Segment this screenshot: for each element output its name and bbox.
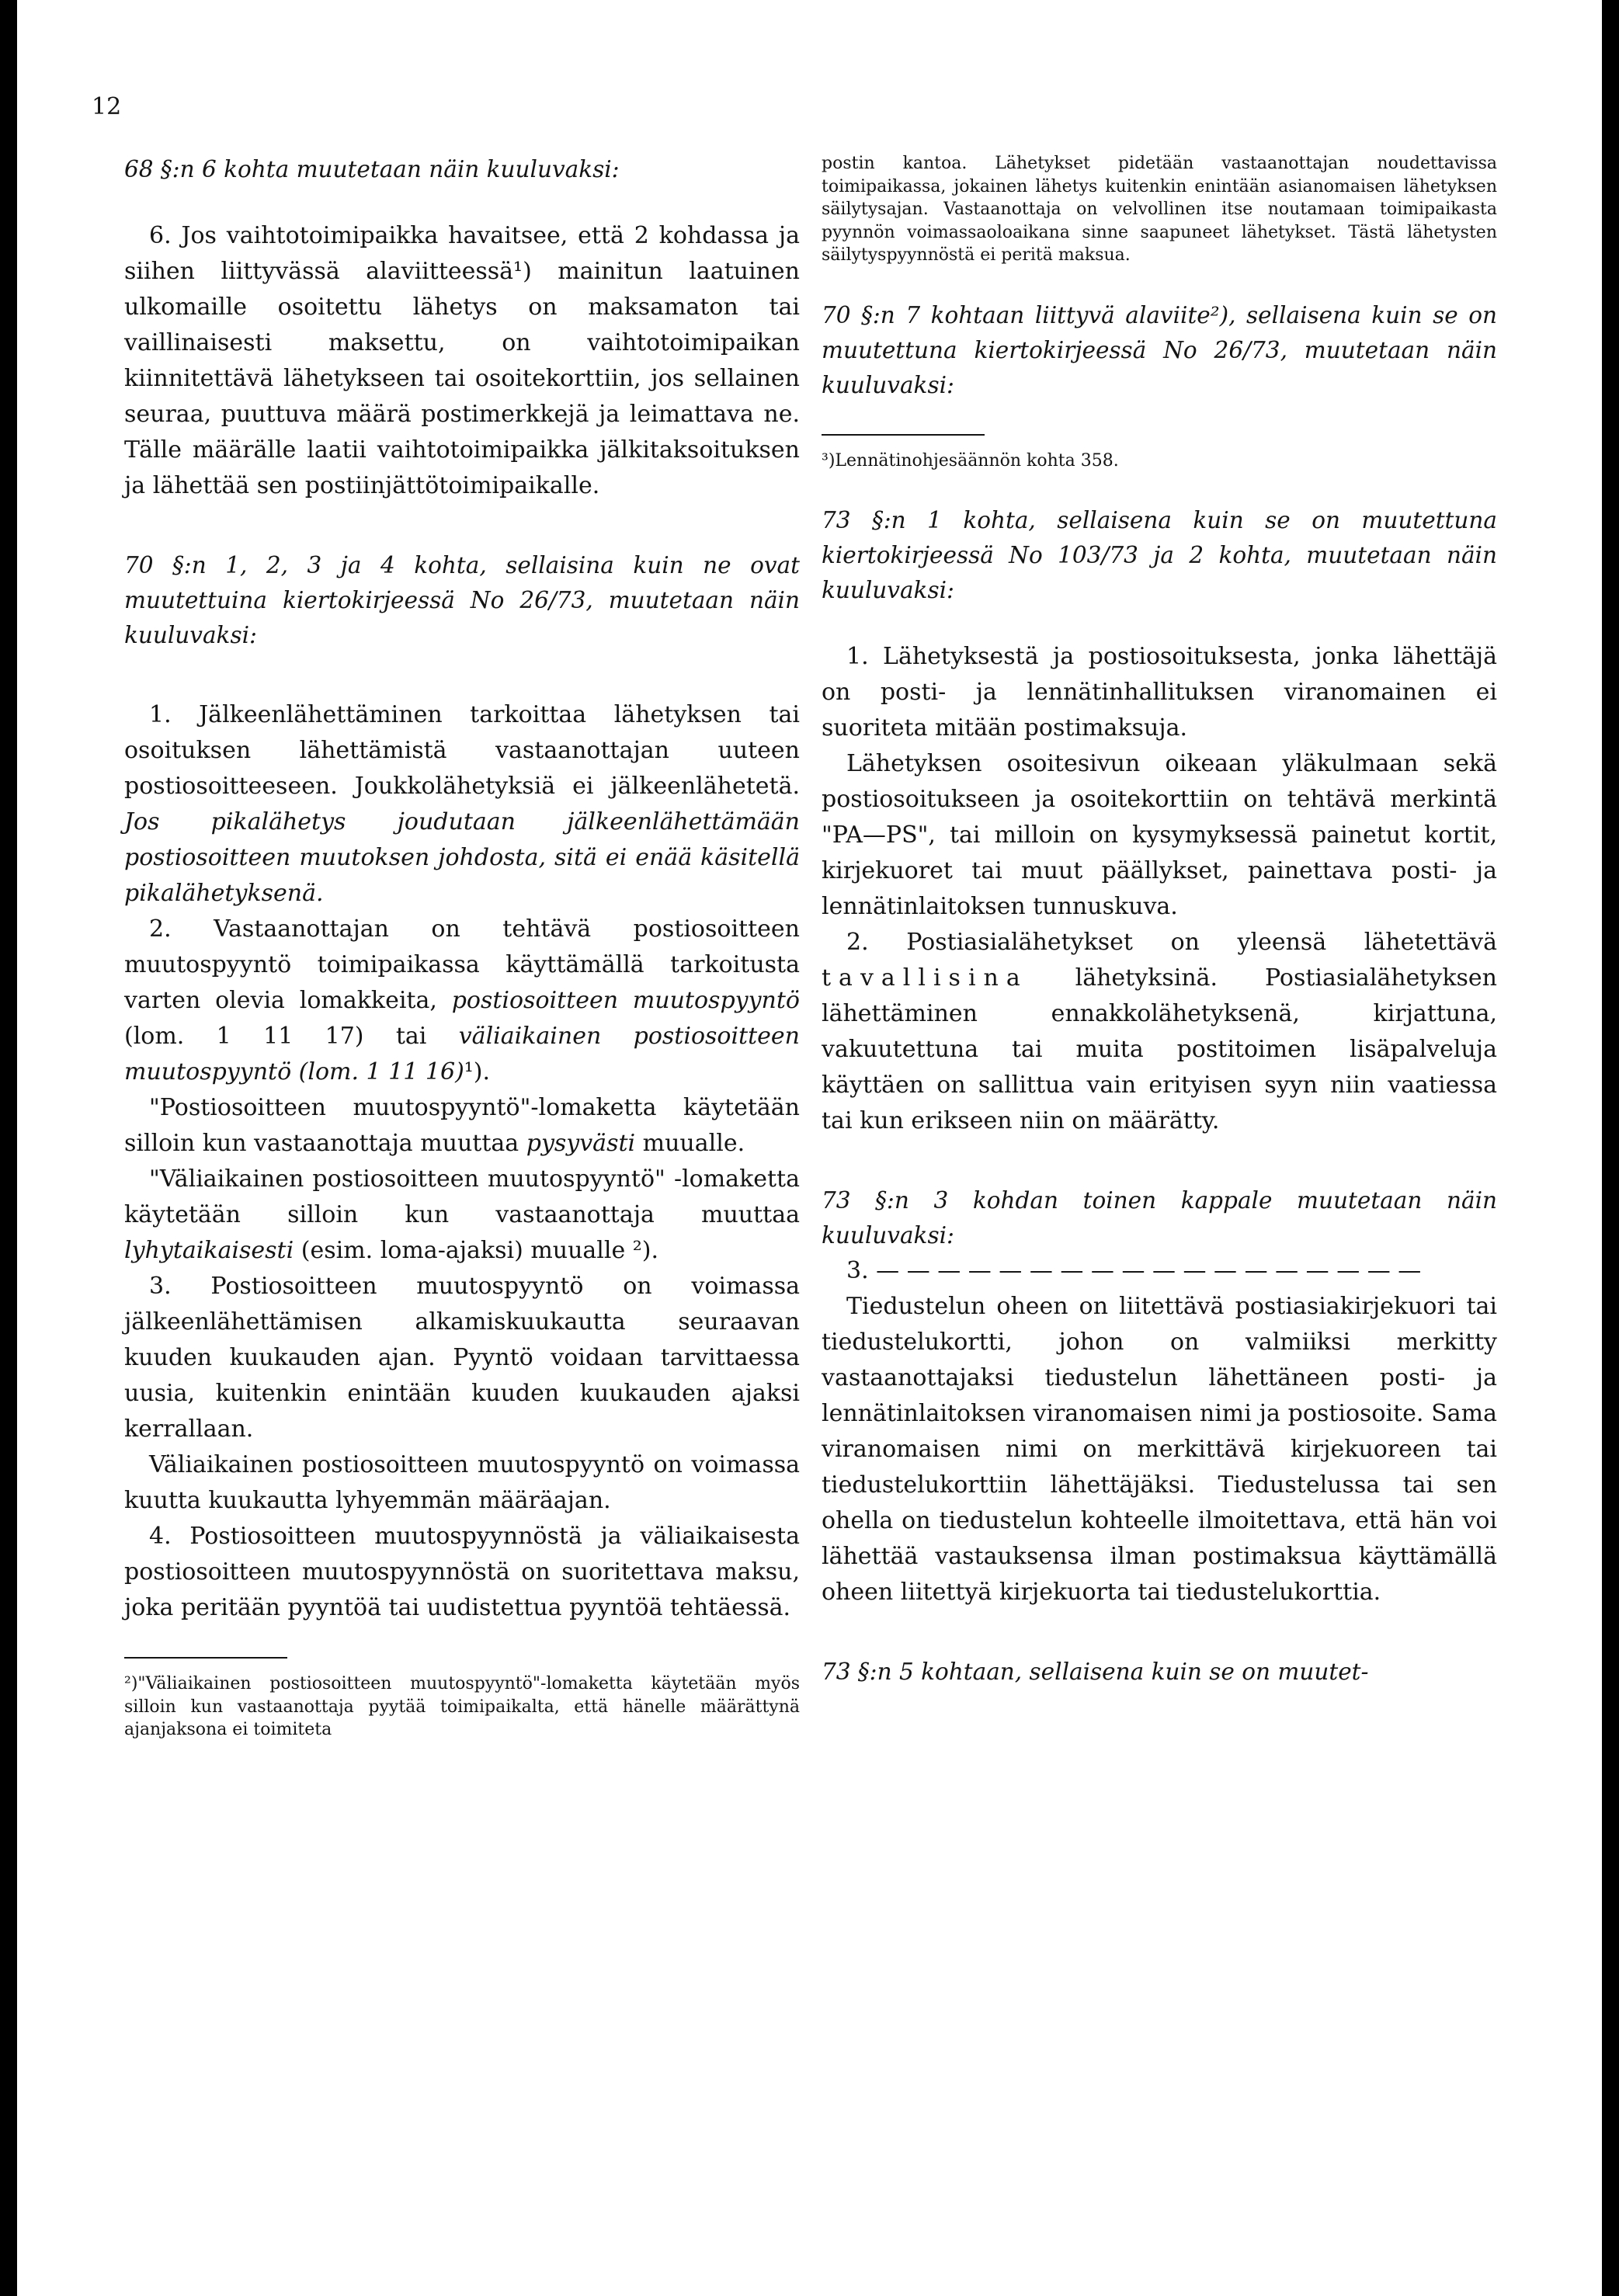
section-73-item-3: Tiedustelun oheen on liitettävä postiasiakirjekuori tai tiedustelukortti, johon on valmiiksi merkitty vastaanottajaksi tiedustelun lähettäneen posti- ja lennätinlaitoksen viranomaisen nimi ja postiosoite. Sama viranomaisen nimi on merkittävä kirjekuoreen tai tiedustelukorttiin lähettäjäksi. Tiedustelussa tai sen ohella on tiedustelun kohteelle ilmoitettava, että hän voi lähettää vastauksensa ilman postimaksua käyttämällä oheen liitettyä kirjekuorta tai tiedustelukorttia. [822,1293,1497,1606]
permanent-italic: pysyvästi [526,1130,636,1157]
item-2-text-c: (lom. 1 11 17) tai [124,1023,459,1050]
item-2-r-text-b: lähetyksinä. Postiasialähetyksen lähettäminen ennakkolähetyksenä, kirjattuna, vakuutettuna tai muita postitoimen lisäpalveluja käyttäen on sallittua vain erityisen syyn niin vaatiessa tai kun erikseen niin on määrätty. [822,964,1497,1134]
section-73-5-heading: 73 §:n 5 kohtaan, sellaisena kuin se on muutet- [822,1659,1369,1685]
footnote-3: ³)Lennätinohjesäännön kohta 358. [822,450,1119,471]
item-2-r-spaced-word: tavallisina [822,964,1028,992]
section-70-item-1 [124,697,800,912]
item-1-text: 1. Jälkeenlähettäminen tarkoittaa lähetyksen tai osoituksen lähettämistä vastaanottajan uuteen postiosoitteeseen. Joukkolähetyksiä ei jälkeenlähetetä. [124,701,800,800]
section-70-heading: 70 §:n 1, 2, 3 ja 4 kohta, sellaisina kuin ne ovat muutettuina kiertokirjeessä No 26/73, muutetaan näin kuuluvaksi: [124,552,800,648]
left-column [124,152,800,1742]
section-70-item-2-permanent [124,1090,800,1162]
section-73-item-3-dashes: 3. — — — — — — — — — — — — — — — — — — [846,1257,1422,1284]
section-73-1-heading: 73 §:n 1 kohta, sellaisena kuin se on muutettuna kiertokirjeessä No 103/73 ja 2 kohta, muutetaan näin kuuluvaksi: [822,507,1497,603]
section-73-item-2 [822,925,1497,1139]
right-column [822,152,1497,1690]
item-2-text-a: 2. Vastaanottajan on tehtävä postiosoitteen muutospyyntö toimipaikassa käyttämällä tarkoitusta varten olevia lomakkeita, [124,915,800,1014]
page-number: 12 [92,93,122,120]
section-68-heading: 68 §:n 6 kohta muutetaan näin kuuluvaksi: [124,156,620,182]
scan-edge-left [0,0,17,2296]
permanent-text-c: muualle. [635,1130,745,1157]
section-73-item-1: 1. Lähetyksestä ja postiosoituksesta, jonka lähettäjä on posti- ja lennätinhallituksen viranomainen ei suoriteta mitään postimaksuja. [822,643,1497,742]
item-1-italic-text: Jos pikalähetys joudutaan jälkeenlähettämään postiosoitteen muutoksen johdosta, sitä ei enää käsitellä pikalähetyksenä. [124,808,800,907]
section-70-item-3-temporary: Väliaikainen postiosoitteen muutospyyntö on voimassa kuutta kuukautta lyhyemmän määräajan. [124,1451,800,1514]
section-70-item-2 [124,912,800,1090]
temporary-text-a: "Väliaikainen postiosoitteen muutospyyntö" -lomaketta käytetään silloin kun vastaanottaja muuttaa [124,1165,800,1228]
item-2-italic-form-name: postiosoitteen muutospyyntö [451,987,800,1014]
item-2-footnote-ref: ¹). [464,1058,491,1085]
footnote-2-continuation: postin kantoa. Lähetykset pidetään vastaanottajan noudettavissa toimipaikassa, jokainen lähetys kuitenkin enintään asianomaisen lähetyksen säilytysajan. Vastaanottaja on velvollinen itse noutamaan toimipaikasta pyynnön voimassaoloaikana sinne saapuneet lähetykset. Tästä lähetysten säilytyspyynnöstä ei peritä maksua. [822,154,1497,265]
section-73-3-heading: 73 §:n 3 kohdan toinen kappale muutetaan näin kuuluvaksi: [822,1187,1497,1249]
section-70-7-heading: 70 §:n 7 kohtaan liittyvä alaviite²), sellaisena kuin se on muutettuna kiertokirjeessä No 26/73, muutetaan näin kuuluvaksi: [822,301,1497,398]
scan-edge-right [1602,0,1619,2296]
section-70-item-3: 3. Postiosoitteen muutospyyntö on voimassa jälkeenlähettämisen alkamiskuukautta seuraavan kuuden kuukauden ajan. Pyyntö voidaan tarvittaessa uusia, kuitenkin enintään kuuden kuukauden ajaksi kerrallaan. [124,1273,800,1443]
temporary-italic: lyhytaikaisesti [124,1237,294,1264]
footnote-2: ²)"Väliaikainen postiosoitteen muutospyyntö"-lomaketta käytetään myös silloin kun vastaanottaja pyytää toimipaikalta, että hänelle määrättynä ajanjaksona ei toimiteta [124,1674,800,1739]
section-70-item-4: 4. Postiosoitteen muutospyynnöstä ja väliaikaisesta postiosoitteen muutospyynnöstä on suoritettava maksu, joka peritään pyyntöä tai uudistettua pyyntöä tehtäessä. [124,1523,800,1621]
section-68-item-6: 6. Jos vaihtotoimipaikka havaitsee, että 2 kohdassa ja siihen liittyvässä alaviitteessä¹) mainitun laatuinen ulkomaille osoitettu lähetys on maksamaton tai vaillinaisesti maksettu, on vaihtotoimipaikan kiinnitettävä lähetykseen tai osoitekorttiin, jos sellainen seuraa, puuttuva määrä postimerkkejä ja leimattava ne. Tälle määrälle laatii vaihtotoimipaikka jälkitaksoituksen ja lähettää sen postiinjättötoimipaikalle. [124,222,800,499]
item-2-r-text-a: 2. Postiasialähetykset on yleensä lähetettävä [846,929,1497,956]
permanent-text-a: "Postiosoitteen muutospyyntö"-lomaketta käytetään silloin kun vastaanottaja muuttaa [124,1094,800,1157]
item-2-italic-temp-form-name: väliaikainen postiosoitteen muutospyyntö (lom. 1 11 16) [124,1023,800,1085]
temporary-text-c: (esim. loma-ajaksi) muualle ²). [294,1237,659,1264]
section-73-item-1-marking: Lähetyksen osoitesivun oikeaan yläkulmaan sekä postiosoitukseen ja osoitekorttiin on tehtävä merkintä "PA—PS", tai milloin on kysymyksessä painetut kortit, kirjekuoret tai muut päällykset, painettava posti- ja lennätinlaitoksen tunnuskuva. [822,750,1497,920]
section-70-item-2-temporary [124,1162,800,1269]
